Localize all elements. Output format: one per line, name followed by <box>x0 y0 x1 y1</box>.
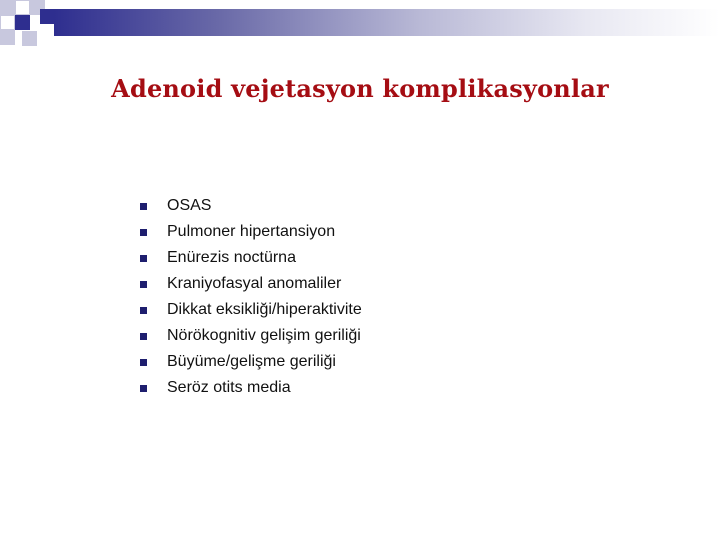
list-item-text: Seröz otits media <box>167 379 291 396</box>
square-bullet-icon <box>140 359 147 366</box>
bullet-list <box>140 196 362 404</box>
corner-square-decoration <box>40 9 55 24</box>
square-bullet-icon <box>140 203 147 210</box>
list-item <box>140 378 362 404</box>
list-item <box>140 222 362 248</box>
header-gradient-bar <box>54 9 720 36</box>
corner-square-decoration <box>0 30 15 45</box>
list-item-text: Kraniyofasyal anomaliler <box>167 275 342 292</box>
square-bullet-icon <box>140 307 147 314</box>
list-item <box>140 196 362 222</box>
list-item-text: OSAS <box>167 197 212 214</box>
corner-square-decoration <box>15 0 30 15</box>
corner-square-decoration <box>15 15 30 30</box>
corner-square-decoration <box>0 15 15 30</box>
list-item <box>140 352 362 378</box>
square-bullet-icon <box>140 385 147 392</box>
square-bullet-icon <box>140 229 147 236</box>
list-item-text: Nörökognitiv gelişim geriliği <box>167 327 361 344</box>
square-bullet-icon <box>140 281 147 288</box>
slide-title: Adenoid vejetasyon komplikasyonlar <box>111 74 609 103</box>
square-bullet-icon <box>140 255 147 262</box>
list-item <box>140 326 362 352</box>
list-item <box>140 274 362 300</box>
corner-square-decoration <box>0 0 15 15</box>
list-item-text: Dikkat eksikliği/hiperaktivite <box>167 301 362 318</box>
list-item-text: Pulmoner hipertansiyon <box>167 223 336 240</box>
corner-square-decoration <box>22 31 37 46</box>
list-item <box>140 300 362 326</box>
list-item-text: Büyüme/gelişme geriliği <box>167 353 336 370</box>
list-item <box>140 248 362 274</box>
square-bullet-icon <box>140 333 147 340</box>
list-item-text: Enürezis noctürna <box>167 249 296 266</box>
